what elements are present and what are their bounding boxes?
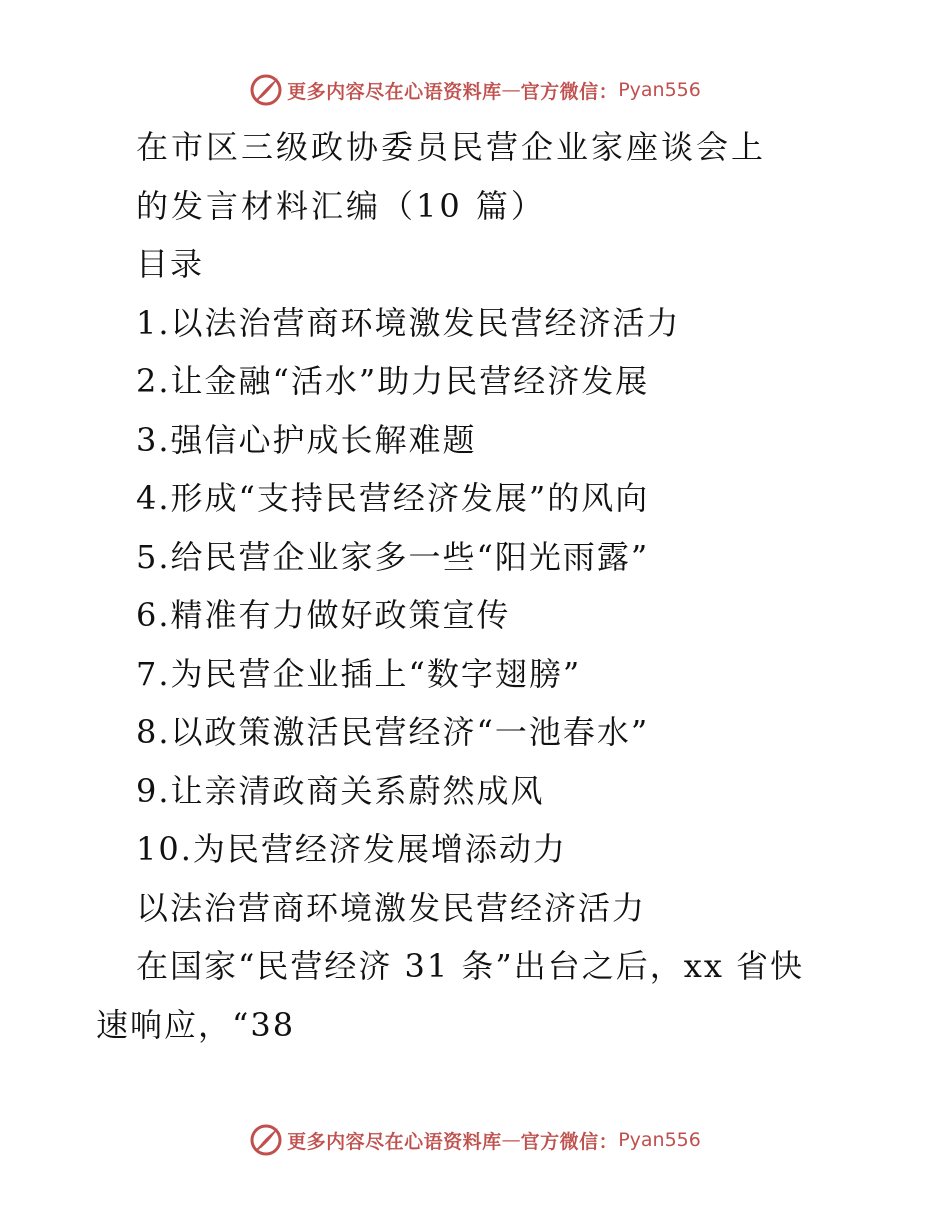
watermark-label: 官方微信： xyxy=(520,80,619,103)
document-body xyxy=(0,118,950,1054)
toc-item: 2.让金融“活水”助力民营经济发展 xyxy=(136,362,650,400)
quill-circle-logo-icon xyxy=(249,1123,283,1157)
body-paragraph-line: 在国家“民营经济 31 条”出台之后，xx 省快 xyxy=(136,947,805,985)
toc-item: 5.给民营企业家多一些“阳光雨露” xyxy=(136,537,650,576)
watermark-id: Pyan556 xyxy=(618,1129,701,1151)
document-title-line-2: 的发言材料汇编（10 篇） xyxy=(136,186,546,225)
watermark-label: 官方微信： xyxy=(520,1130,619,1153)
footer-watermark xyxy=(0,1120,950,1160)
watermark-text: 更多内容尽在心语资料库 xyxy=(287,1130,502,1153)
body-paragraph-line: 速响应，“38 xyxy=(96,1005,296,1044)
toc-heading: 目录 xyxy=(136,245,205,283)
document-title-line-1: 在市区三级政协委员民营企业家座谈会上 xyxy=(136,128,767,166)
toc-item: 8.以政策激活民营经济“一池春水” xyxy=(136,713,650,751)
quill-circle-logo-icon xyxy=(249,73,283,107)
toc-item: 9.让亲清政商关系蔚然成风 xyxy=(136,771,545,810)
toc-item: 6.精准有力做好政策宣传 xyxy=(136,596,511,634)
watermark-dash: — xyxy=(501,1129,521,1151)
toc-item: 1.以法治营商环境激发民营经济活力 xyxy=(136,303,681,342)
watermark-id: Pyan556 xyxy=(618,79,701,101)
toc-item: 3.强信心护成长解难题 xyxy=(136,420,477,459)
toc-item: 7.为民营企业插上“数字翅膀” xyxy=(136,654,582,693)
watermark-text: 更多内容尽在心语资料库 xyxy=(287,80,502,103)
toc-item: 4.形成“支持民营经济发展”的风向 xyxy=(136,479,650,517)
toc-item: 10.为民营经济发展增添动力 xyxy=(136,830,567,868)
header-watermark xyxy=(0,70,950,110)
section-title: 以法治营商环境激发民营经济活力 xyxy=(136,888,647,927)
watermark-dash: — xyxy=(501,79,521,101)
